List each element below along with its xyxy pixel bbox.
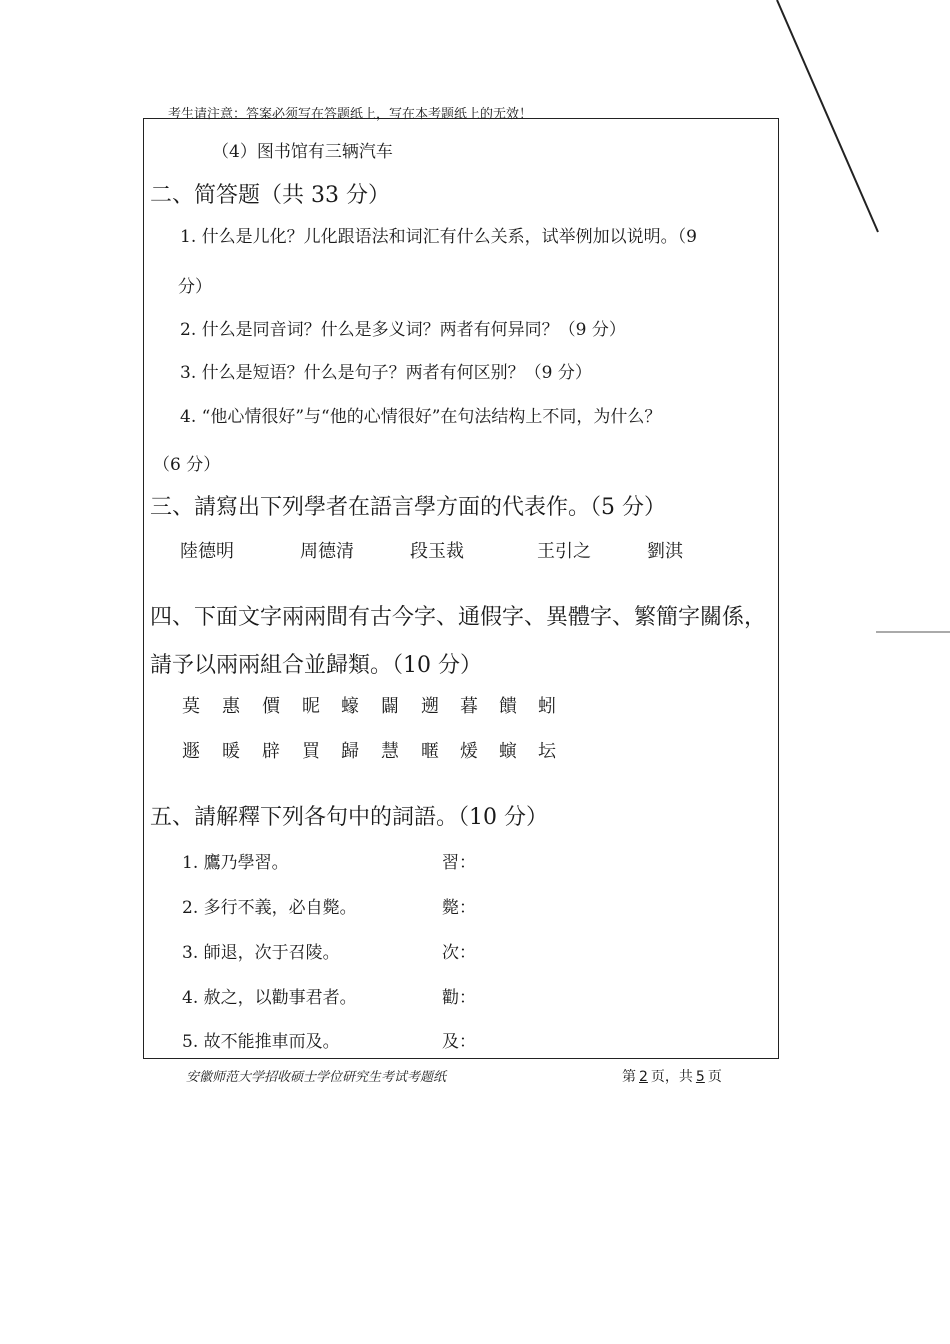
section5-sentence: 2. 多行不義，必自斃。 xyxy=(182,898,357,918)
page-suffix: 页 xyxy=(707,1069,722,1085)
char-cell: 慧 xyxy=(381,741,399,762)
section5-word: 次： xyxy=(442,943,476,963)
scholar-name: 段玉裁 xyxy=(410,541,464,562)
section2-title: 二、简答题（共 33 分） xyxy=(150,183,390,208)
section5-sentence: 5. 故不能推車而及。 xyxy=(182,1032,340,1052)
section5-sentence: 3. 師退，次于召陵。 xyxy=(182,943,340,963)
char-cell: 買 xyxy=(302,741,320,762)
section2-q3: 3. 什么是短语？什么是句子？两者有何区别？（9 分） xyxy=(180,363,592,383)
page-indicator xyxy=(622,1066,722,1086)
char-cell: 坛 xyxy=(538,741,556,762)
section5-word: 勸： xyxy=(442,988,476,1008)
char-cell: 煖 xyxy=(460,741,478,762)
char-cell: 歸 xyxy=(341,741,359,762)
section2-q1: 1. 什么是儿化？儿化跟语法和词汇有什么关系，试举例加以说明。（9 xyxy=(180,227,697,247)
section5-word: 習： xyxy=(442,853,476,873)
char-cell: 昵 xyxy=(302,696,320,717)
scholar-name: 陸德明 xyxy=(180,541,234,562)
section5-sentence: 4. 赦之，以勸事君者。 xyxy=(182,988,357,1008)
scholar-name: 劉淇 xyxy=(647,541,683,562)
char-cell: 螾 xyxy=(499,741,517,762)
scan-stroke-line xyxy=(777,0,878,232)
section5-sentence: 1. 鷹乃學習。 xyxy=(182,853,289,873)
char-cell: 價 xyxy=(262,696,280,717)
page-mid: 页，共 xyxy=(650,1069,693,1085)
char-cell: 蚓 xyxy=(538,696,556,717)
char-cell: 遡 xyxy=(421,696,439,717)
section2-q4-cont: （6 分） xyxy=(153,455,221,475)
section4-title: 四、下面文字兩兩間有古今字、通假字、異體字、繁簡字關係， xyxy=(150,605,767,630)
scholar-name: 王引之 xyxy=(537,541,591,562)
char-cell: 辟 xyxy=(262,741,280,762)
section5-word: 及： xyxy=(442,1032,476,1052)
section3-title: 三、請寫出下列學者在語言學方面的代表作。（5 分） xyxy=(150,495,666,520)
char-cell: 暮 xyxy=(460,696,478,717)
char-cell: 蠔 xyxy=(341,696,359,717)
exam-notice: 考生请注意：答案必须写在答题纸上，写在本考题纸上的无效！ xyxy=(168,107,533,122)
scholar-name: 周德清 xyxy=(300,541,354,562)
char-cell: 暖 xyxy=(222,741,240,762)
footer-school: 安徽师范大学招收硕士学位研究生考试考题纸 xyxy=(186,1070,447,1085)
page-current: 2 xyxy=(639,1069,648,1085)
page-prefix: 第 xyxy=(622,1069,636,1085)
char-cell: 闢 xyxy=(381,696,399,717)
section2-q1-cont: 分） xyxy=(178,277,212,297)
carryover-item: （4）图书馆有三辆汽车 xyxy=(212,142,393,162)
char-cell: 饋 xyxy=(499,696,517,717)
section5-word: 斃： xyxy=(442,898,476,918)
char-cell: 暱 xyxy=(421,741,439,762)
section2-q4: 4. “他心情很好”与“他的心情很好”在句法结构上不同，为什么？ xyxy=(180,407,662,427)
page-total: 5 xyxy=(695,1069,705,1085)
section2-q2: 2. 什么是同音词？什么是多义词？两者有何异同？（9 分） xyxy=(180,320,626,340)
char-cell: 莫 xyxy=(182,696,200,717)
char-cell: 遯 xyxy=(182,741,200,762)
section4-title-cont: 請予以兩兩組合並歸類。（10 分） xyxy=(150,653,482,678)
section5-title: 五、請解釋下列各句中的詞語。（10 分） xyxy=(150,805,548,830)
char-cell: 惠 xyxy=(222,696,240,717)
